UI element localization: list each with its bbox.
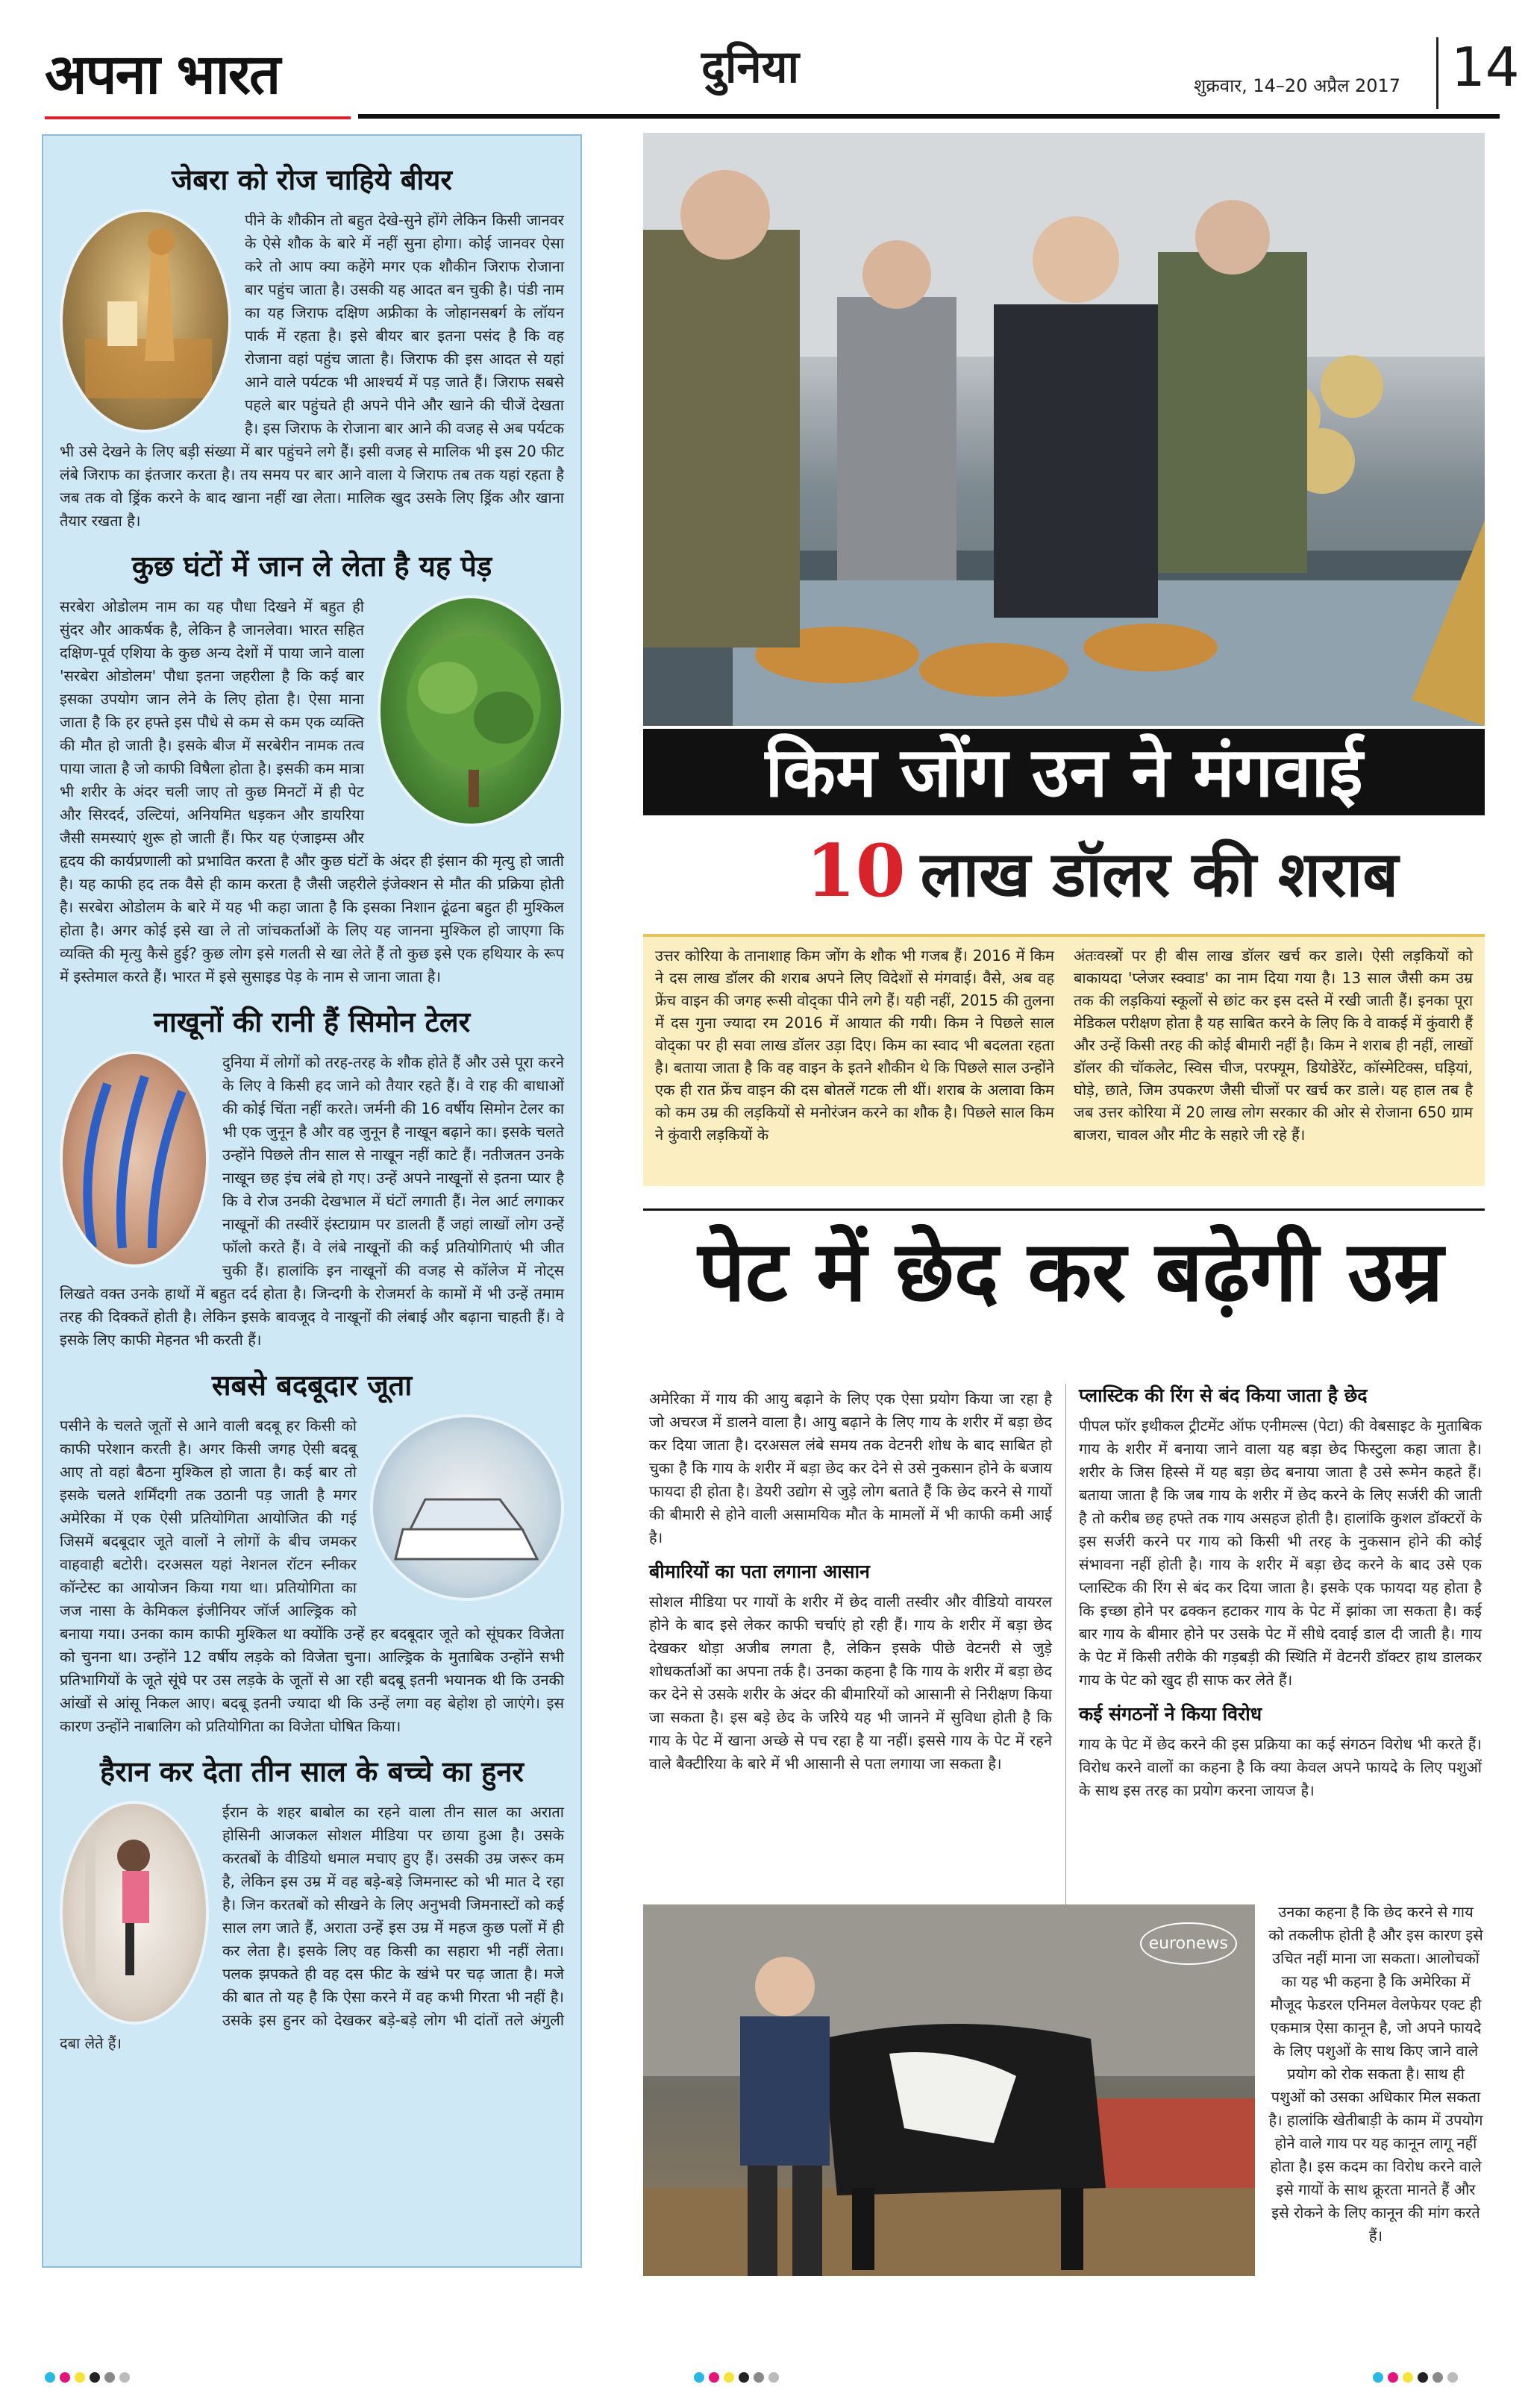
kim-headline-secondary bbox=[806, 827, 1485, 916]
pet-intro: अमेरिका में गाय की आयु बढ़ाने के लिए एक ऐसा प्रयोग किया जा रहा है जो अचरज में डालने वाला है। आयु बढ़ाने के लिए गाय के शरीर में बड़ा छेद कर दिया जाता है। दरअसल लंबे समय तक वेटनरी शोध के बाद साबित हो चुका है कि गाय के शरीर में बड़ा छेद कर देने से उसे नुकसान होने के बजाय फायदा ही होता है। डेयरी उद्योग से जुड़े लोग बताते हैं कि छेद करने से गायों की बीमारी से होने वाली असामयिक मौत के मामलों में भी काफी कमी आई है। bbox=[649, 1390, 1052, 1546]
kid-climbing-image bbox=[60, 1801, 209, 2025]
zebra-body: पीने के शौकीन तो बहुत देखे-सुने होंगे लेकिन किसी जानवर के ऐसे शौक के बारे में नहीं सुना होगा। कोई जानवर ऐसा करे तो आप क्या कहेंगे मगर एक शौकीन जिराफ रोजाना बार पहुंच जाता है। उसकी यह आदत बन चुकी है। पंडी नाम का यह जिराफ दक्षिण अफ्रीका के जोहानसबर्ग के लॉयन पार्क में रहता है। इसे बीयर बार इतना पसंद है कि वह रोजाना वहां पहुंच जाता है। जिराफ की इस आदत से यहां आने वाले पर्यटक भी आश्चर्य में पड़ जाते हैं। जिराफ सबसे पहले बार पहुंचते ही अपने पीने और खाने की चीजें देखता है। इस जिराफ के रोजाना बार आने की वजह से अब पर्यटक भी उसे देखने के लिए बड़ी संख्या में बार पहुंचने लगे हैं। इसी वजह से मालिक भी इस 20 फीट लंबे जिराफ का इंतजार करता है। तय समय पर बार आने वाला ये जिराफ तब तक यहां रहता है जब तक वो ड्रिंक करने के बाद खाना नहीं खा लेता। मालिक खुद उसके लिए ड्रिंक और खाना तैयार रखता है। bbox=[60, 211, 564, 530]
zebra-heading: जेबरा को रोज चाहिये बीयर bbox=[172, 163, 452, 196]
nails-image bbox=[60, 1051, 209, 1267]
pet-subheading-2: प्लास्टिक की रिंग से बंद किया जाता है छेद bbox=[1079, 1385, 1368, 1406]
tree-image bbox=[378, 595, 564, 827]
kid-heading: हैरान कर देता तीन साल के बच्चे का हुनर bbox=[100, 1755, 524, 1788]
masthead bbox=[45, 28, 1520, 110]
tree-heading: कुछ घंटों में जान ले लेता है यह पेड़ bbox=[131, 549, 492, 583]
left-column bbox=[42, 134, 582, 2268]
kid-article bbox=[60, 1801, 564, 2055]
kim-inspection-photo bbox=[643, 133, 1485, 726]
nails-article bbox=[60, 1051, 564, 1352]
kim-article-col2: अंतःवस्त्रों पर ही बीस लाख डॉलर खर्च कर डाले। ऐसी लड़कियों को बाकायदा 'प्लेजर स्क्वाड' का नाम दिया गया है। 13 साल जैसी कम उम्र तक की लड़कियां स्कूलों से छांट कर इस दस्ते में रखी जाती हैं। इनका पूरा मेडिकल परीक्षण होता है यह साबित करने के लिए कि वे वाकई में कुंवारी हैं और उन्हें किसी तरह की कोई बीमारी नहीं है। किम ने शराब ही नहीं, लाखों डॉलर की चॉकलेट, स्विस चीज, परफ्यूम, डियोडेरेंट, कॉस्मेटिक्स, घड़ियां, घोड़े, छाते, जिम उपकरण जैसी चीजों पर खर्च कर डाले। यह हाल तब है जब उत्तर कोरिया में 20 लाख लोग सरकार की ओर से रोजाना 650 ग्राम बाजरा, चावल और मीट के सहारे जी रहे हैं। bbox=[1074, 947, 1473, 1144]
pet-subheading-1: बीमारियों का पता लगाना आसान bbox=[649, 1561, 870, 1582]
pet-column-2-continued: उनका कहना है कि छेद करने से गाय को तकलीफ होती है और इस कारण इसे उचित नहीं माना जा सकता। आलोचकों का यह भी कहना है कि अमेरिका में मौजूद फेडरल एनिमल वेलफेयर एक्ट ही एकमात्र ऐसा कानून है, जो अपने फायदे के लिए पशुओं के साथ किए जाने वाले प्रयोग को रोक सकता है। साथ ही पशुओं को उसका अधिकार मिल सकता है। हालांकि खेतीबाड़ी के काम में उपयोग होने वाले गाय पर यह कानून लागू नहीं होता है। इस कदम का विरोध करने वाले इसे गायों के साथ क्रूरता मानते हैं और इसे रोकने के लिए कानून की मांग करते हैं। bbox=[1268, 1903, 1483, 2245]
nails-heading: नाखूनों की रानी हैं सिमोन टेलर bbox=[153, 1005, 471, 1038]
shoe-image bbox=[370, 1414, 564, 1601]
pet-text-1: सोशल मीडिया पर गायों के शरीर में छेद वाली तस्वीर और वीडियो वायरल होने के बाद इसे लेकर काफी चर्चाएं हो रही हैं। गाय के शरीर में बड़ा छेद देखकर थोड़ा अजीब लगता है, लेकिन इसके पीछे वेटनरी से जुड़े शोधकर्ताओं का अपना तर्क है। उनका कहना है कि गाय के शरीर में बड़ा छेद कर देने से उसके शरीर के अंदर की बीमारियों को आसानी से निरीक्षण किया जा सकता है। इस बड़े छेद के जरिये यह भी जानने में सुविधा होती है कि गाय के पेट में खाना अच्छे से पच रहा है या नहीं। इससे गाय के पेट में रहने वाले बैक्टीरिया के बारे में भी आसानी से पता लगाया जा सकता है। bbox=[649, 1593, 1052, 1772]
pet-text-2: पीपल फॉर इथीकल ट्रीटमेंट ऑफ एनीमल्स (पेटा) की वेबसाइट के मुताबिक गाय के शरीर में बनाया जाने वाला यह बड़ा छेद फिस्टुला कहा जाता है। शरीर के जिस हिस्से में यह बड़ा छेद बनाया जाता है उसे रूमेन कहते हैं। बताया जाता है कि जब गाय के शरीर में छेद करने के लिए सर्जरी की जाती है तो करीब छह हफ्ते तक गाय असहज होती है। हालांकि कुशल डॉक्टरों के इस सर्जरी करने पर गाय को किसी भी तरह के नुकसान होने की कोई संभावना नहीं होती है। गाय के शरीर में बड़ा छेद करने के बाद उसे एक प्लास्टिक की रिंग से बंद कर दिया जाता है। इसके एक फायदा यह होता है कि इच्छा होने पर ढक्कन हटाकर गाय के पेट में झांका जा सकता है। कई बार गाय के बीमार होने पर उसके पेट में सीधे दवाई डाल दी जाती है। गाय के पेट में किसी तरीके की गड़बड़ी की स्थिति में वेटनरी डॉक्टर हाथ डालकर गाय के पेट को खुद ही साफ कर लेते हैं। bbox=[1079, 1417, 1482, 1689]
kid-body: ईरान के शहर बाबोल का रहने वाला तीन साल का अराता होसिनी आजकल सोशल मीडिया पर छाया हुआ है। उसके करतबों के वीडियो धमाल मचाए हुए हैं। उसकी उम्र जरूर कम है, लेकिन इस उम्र में वह बड़े-बड़े जिमनास्ट को भी मात दे रहा है। जिन करतबों को सीखने के लिए अनुभवी जिमनास्टों को कई साल लग जाते हैं, अराता उन्हें इस उम्र में महज कुछ पलों में ही कर लेता है। इसके लिए वह किसी का सहारा भी नहीं लेता। पलक झपकते ही वह दस फीट के खंभे पर चढ़ जाता है। मजे की बात तो यह है कि ऐसा करने में वह कभी गिरता भी नहीं है। उसके इस हुनर को देखकर बड़े-बड़े लोग भी दांतों तले अंगुली दबा लेते हैं। bbox=[60, 1803, 564, 2052]
kim-headline-number: 10 bbox=[806, 829, 906, 913]
brand-underline bbox=[45, 116, 351, 119]
page-number: 14 bbox=[1451, 36, 1520, 98]
brand-logo: अपना भारत bbox=[45, 43, 280, 107]
shoe-article bbox=[60, 1414, 564, 1738]
cow-video-still bbox=[643, 1904, 1255, 2276]
kim-article-box bbox=[643, 934, 1485, 1186]
header-rule bbox=[358, 114, 1500, 119]
zebra-article bbox=[60, 209, 564, 533]
issue-date: शुक्रवार, 14–20 अप्रैल 2017 bbox=[1194, 75, 1401, 96]
kim-headline-primary: किम जोंग उन ने मंगवाई bbox=[643, 729, 1485, 815]
kim-article-col1: उत्तर कोरिया के तानाशाह किम जोंग के शौक भी गजब हैं। 2016 में किम ने दस लाख डॉलर की शराब अपने लिए विदेशों से मंगवाई। वैसे, अब वह फ्रेंच वाइन की जगह रूसी वोद्का पीने लगे हैं। यही नहीं, 2015 की तुलना में दस गुना ज्यादा रम 2016 में आयात की गयी। किम ने पिछले साल वोद्का पर ही सवा लाख डॉलर उड़ा दिए। किम का स्वाद भी बदलता रहता है। बताया जाता है कि वह वाइन के इतने शौकीन थे कि पिछले साल उन्होंने एक ही रात फ्रेंच वाइन की दस बोतलें गटक ली थीं। शराब के अलावा किम को कम उम्र की लड़कियों से मनोरंजन करने का शौक है। पिछले साल किम ने कुंवारी लड़कियों के bbox=[655, 947, 1054, 1144]
registration-marks-right bbox=[1373, 2372, 1458, 2383]
tree-body: सरबेरा ओडोलम नाम का यह पौधा दिखने में बहुत ही सुंदर और आकर्षक है, लेकिन है जानलेवा। भारत सहित दक्षिण-पूर्व एशिया के कुछ अन्य देशों में पाया जाने वाला 'सरबेरा ओडोलम' पौधा इतना जहरीला है कि कई बार इसका उपयोग जान लेने के लिए होता है। ऐसा माना जाता है कि हर हफ्ते इस पौधे से कम से कम एक व्यक्ति की मौत हो जाती है। इसके बीज में सरबेरीन नामक तत्व पाया जाता है जो काफी विषैला होता है। इसकी कम मात्रा भी शरीर के अंदर चली जाए तो कुछ मिनटों में ही पेट और सिरदर्द, उल्टियां, अनियमित धड़कन और डायरिया जैसी समस्याएं शुरू हो जाती हैं। फिर यह एंजाइम्स और हृदय की कार्यप्रणाली को प्रभावित करता है और कुछ घंटों के अंदर ही इंसान की मृत्यु हो जाती है। यह काफी हद तक वैसे ही काम करता है जैसी जहरीले इंजेक्शन से मौत की प्रक्रिया होती है। सरबेरा ओडोलम के बारे में यह भी कहा जाता है कि इसका निशान ढूंढना बहुत ही मुश्किल होता है। अगर कोई इसे खा ले तो जांचकर्ताओं के लिए यह जानना मुश्किल हो जाएगा कि व्यक्ति की मृत्यु कैसे हुई? कुछ लोग इसे गलती से खा लेते हैं तो कुछ इसे एक हथियार के रूप में इस्तेमाल करते हैं। भारत में इसे सुसाइड पेड़ के नाम से जाना जाता है। bbox=[60, 598, 564, 985]
shoe-heading: सबसे बदबूदार जूता bbox=[211, 1368, 413, 1402]
section-title: दुनिया bbox=[701, 41, 800, 93]
pet-text-3: गाय के पेट में छेद करने की इस प्रक्रिया का कई संगठन विरोध भी करते हैं। विरोध करने वालों का कहना है कि क्या केवल अपने फायदे के लिए पशुओं के साथ इस तरह का प्रयोग करना जायज है। bbox=[1079, 1735, 1482, 1799]
story-separator bbox=[643, 1208, 1485, 1211]
header-divider bbox=[1436, 37, 1438, 109]
pet-subheading-3: कई संगठनों ने किया विरोध bbox=[1079, 1703, 1262, 1725]
tree-article bbox=[60, 595, 564, 988]
euronews-logo: euronews bbox=[1140, 1922, 1237, 1965]
pet-column-1 bbox=[649, 1388, 1052, 1775]
giraffe-image bbox=[60, 209, 231, 433]
registration-marks-center bbox=[694, 2372, 779, 2383]
registration-marks-left bbox=[45, 2372, 130, 2383]
nails-body: दुनिया में लोगों को तरह-तरह के शौक होते हैं और उसे पूरा करने के लिए वे किसी हद जाने को तैयार रहते हैं। वे राह की बाधाओं की कोई चिंता नहीं करते। जर्मनी की 16 वर्षीय सिमोन टेलर का भी एक जुनून है और वह जुनून है नाखून बढ़ाने का। इसके चलते उन्होंने पिछले तीन साल से नाखून नहीं काटे हैं। नतीजतन उनके नाखून छह इंच लंबे हो गए। उन्हें अपने नाखूनों से इतना प्यार है कि वे रोज उनकी देखभाल में घंटों लगाती हैं। नेल आर्ट लगाकर नाखूनों की तस्वीरें इंस्टाग्राम पर डालती हैं जहां लाखों लोग उन्हें फॉलो करते हैं। वे लंबे नाखूनों की कई प्रतियोगिताएं भी जीत चुकी हैं। हालांकि इन नाखूनों की वजह से कॉलेज में नोट्स लिखते वक्त उनके हाथों में बहुत दर्द होता है। जिन्दगी के रोजमर्रा के कामों में भी उन्हें तमाम तरह की दिक्कतें होती है। लेकिन इसके बावजूद वे नाखूनों की लंबाई और बढ़ाना चाहती हैं। वे इसके लिए काफी मेहनत भी करती हैं। bbox=[60, 1053, 564, 1349]
shoe-body: पसीने के चलते जूतों से आने वाली बदबू हर किसी को काफी परेशान करती है। अगर किसी जगह ऐसी बदबू आए तो वहां बैठना मुश्किल हो जाता है। कई बार तो इसके चलते शर्मिंदगी तक उठानी पड़ जाती है मगर अमेरिका में एक ऐसी प्रतियोगिता आयोजित की गई जिसमें बदबूदार जूते वालों ने लोगों के बीच जमकर वाहवाही बटोरी। दरअसल यहां नेशनल रॉटन स्नीकर कॉन्टेस्ट का आयोजन किया गया था। प्रतियोगिता का जज नासा के केमिकल इंजीनियर जॉर्ज आल्ड्रिक को बनाया गया। उनका काम काफी मुश्किल था क्योंकि उन्हें हर बदबूदार जूते को सूंघकर विजेता को चुनना था। उन्होंने 12 वर्षीय लड़के को विजेता चुना। आल्ड्रिक के मुताबिक उन्होंने सभी प्रतिभागियों के जूते सूंघे पर उस लड़के के जूतों से आ रही बदबू इतनी भयानक थी कि उनकी आंखों से आंसू निकल आए। बदबू इतनी ज्यादा थी कि उन्हें लगा वह बेहोश हो जाएंगे। इस कारण उन्होंने नाबालिग को प्रतियोगिता का विजेता घोषित किया। bbox=[60, 1417, 564, 1735]
pet-column-2 bbox=[1079, 1384, 1482, 1802]
pet-headline: पेट में छेद कर बढ़ेगी उम्र bbox=[698, 1223, 1444, 1320]
kim-headline-rest: लाख डॉलर की शराब bbox=[920, 837, 1399, 911]
column-divider bbox=[1065, 1384, 1066, 1906]
